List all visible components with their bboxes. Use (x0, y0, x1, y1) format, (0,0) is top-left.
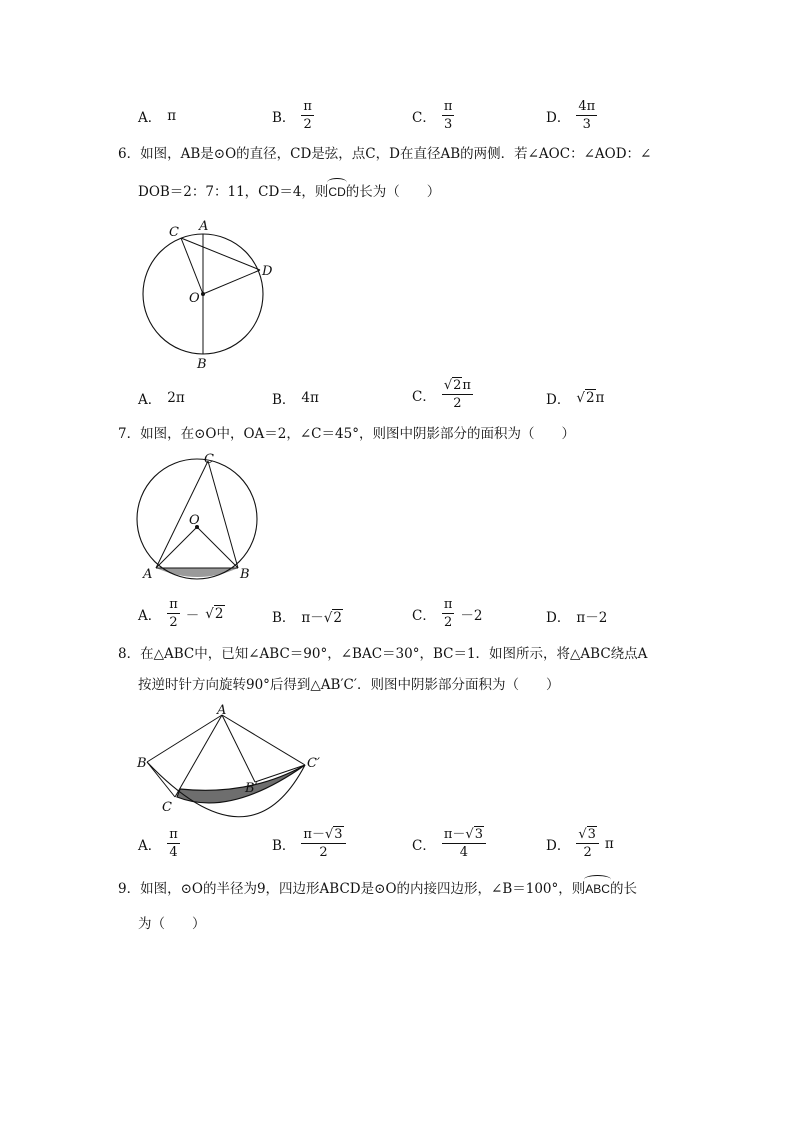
label-o: O (189, 291, 200, 306)
arc-cd: CD (328, 185, 346, 199)
label-o: O (189, 513, 200, 528)
q8-option-c[interactable] (412, 827, 486, 860)
option-letter: D． (546, 392, 571, 408)
fraction: $\frac{\pi}{3}$ (443, 99, 453, 132)
sqrt: √2 (323, 610, 342, 626)
q8-option-b[interactable] (272, 827, 346, 860)
q7-option-d[interactable] (546, 606, 607, 626)
q5-option-d[interactable] (546, 99, 597, 132)
sqrt: √3 (465, 827, 483, 842)
q7-option-c[interactable]: C． $\frac{\pi}{2}$ －2 (412, 597, 483, 630)
fraction: $\frac{\pi}{2}$ (169, 597, 178, 630)
sqrt: √2 (576, 390, 595, 406)
q7-stem-line1: 7．如图，在⊙O中，OA＝2，∠C＝45°，则图中阴影部分的面积为（ ） (118, 426, 575, 442)
q5-option-a[interactable] (138, 106, 176, 126)
q6-option-a[interactable] (138, 388, 185, 408)
fraction: $\frac{\pi}{4}$ (169, 827, 178, 860)
q6-option-b[interactable] (272, 388, 319, 408)
q9-stem-line2: 为（ ） (138, 916, 206, 932)
fraction: $\frac{\pi-√3}{2}$ (301, 827, 345, 860)
option-letter: A． (138, 110, 162, 126)
label-c: C (204, 452, 214, 467)
option-letter: D． (546, 837, 571, 854)
chord-bc (208, 461, 238, 568)
q6-option-c[interactable] (412, 378, 473, 411)
label-b-prime: B′ (245, 781, 258, 796)
label-b: B (197, 357, 207, 372)
option-letter: B． (272, 837, 296, 854)
q7-figure (133, 450, 268, 585)
option-letter: A． (138, 607, 162, 624)
option-value: π－2 (576, 610, 608, 626)
sqrt: √2 (443, 378, 462, 393)
q6-stem-line1: 6．如图，AB是⊙O的直径，CD是弦，点C，D在直径AB的两侧．若∠AOC：∠AOD：∠ (118, 146, 652, 162)
label-c: C (169, 225, 179, 240)
segment-ab (147, 715, 222, 762)
option-letter: C． (412, 388, 436, 405)
q7-option-a[interactable]: A． $\frac{\pi}{2}$ － √2 (138, 597, 224, 630)
q8-figure (130, 700, 330, 820)
q8-stem-line1: 8．在△ABC中，已知∠ABC＝90°，∠BAC＝30°，BC＝1．如图所示，将△ABC绕点A (118, 646, 648, 662)
sqrt: √2 (205, 605, 224, 622)
option-letter: D． (546, 109, 571, 126)
label-c-prime: C′ (307, 756, 320, 771)
option-letter: C． (412, 607, 436, 624)
label-d: D (262, 264, 273, 279)
segment-bc (147, 762, 175, 797)
option-letter: C． (412, 109, 436, 126)
radius-oc (181, 238, 203, 294)
q6-figure (135, 218, 285, 374)
shaded-region (177, 765, 305, 803)
fraction: $\frac{4\pi}{3}$ (578, 99, 596, 132)
q8-stem-line2: 按逆时针方向旋转90°后得到△AB′C′．则图中阴影部分面积为（ ） (138, 677, 560, 693)
fraction: $\frac{\pi-√3}{4}$ (442, 827, 486, 860)
radius-oa (156, 527, 197, 568)
q7-option-b[interactable]: B． π－√2 (272, 606, 343, 626)
option-letter: B． (272, 610, 296, 626)
q6-stem-line2: DOB＝2：7：11，CD＝4，则CD的长为（ ） (138, 184, 441, 200)
option-letter: B． (272, 109, 296, 126)
option-letter: A． (138, 392, 162, 408)
label-a: A (143, 567, 153, 582)
segment-ac (175, 715, 222, 797)
label-b: B (240, 567, 250, 582)
label-a: A (199, 219, 209, 234)
option-letter: C． (412, 837, 436, 854)
option-letter: A． (138, 837, 162, 854)
q6-option-d[interactable]: D． √2π (546, 390, 605, 408)
radius-od (203, 270, 260, 294)
label-c: C (162, 800, 172, 815)
option-letter: B． (272, 392, 296, 408)
shaded-segment (156, 568, 238, 577)
option-letter: D． (546, 610, 571, 626)
fraction: $\frac{\pi}{2}$ (443, 597, 453, 630)
q9-stem-line1: 9．如图，⊙O的半径为9，四边形ABCD是⊙O的内接四边形，∠B＝100°，则ABC的长 (118, 881, 637, 897)
sqrt: √3 (578, 827, 596, 842)
label-b: B (137, 756, 147, 771)
q8-option-a[interactable] (138, 827, 180, 860)
q5-option-c[interactable] (412, 99, 454, 132)
fraction: $\frac{√2\pi}{2}$ (443, 378, 471, 411)
q5-option-b[interactable] (272, 99, 314, 132)
chord-ac (156, 461, 208, 568)
label-a: A (217, 703, 227, 718)
option-value: 2π (167, 390, 185, 406)
fraction: $\frac{\pi}{2}$ (303, 99, 312, 132)
fraction: $\frac{√3}{2}$ (576, 827, 599, 860)
sqrt: √3 (324, 827, 343, 842)
q8-option-d[interactable]: D． $\frac{√3}{2}$ π (546, 827, 614, 860)
center-point (201, 292, 205, 296)
option-value: π (167, 108, 177, 124)
option-value: 4π (301, 390, 319, 406)
arc-abc: ABC (585, 882, 610, 896)
